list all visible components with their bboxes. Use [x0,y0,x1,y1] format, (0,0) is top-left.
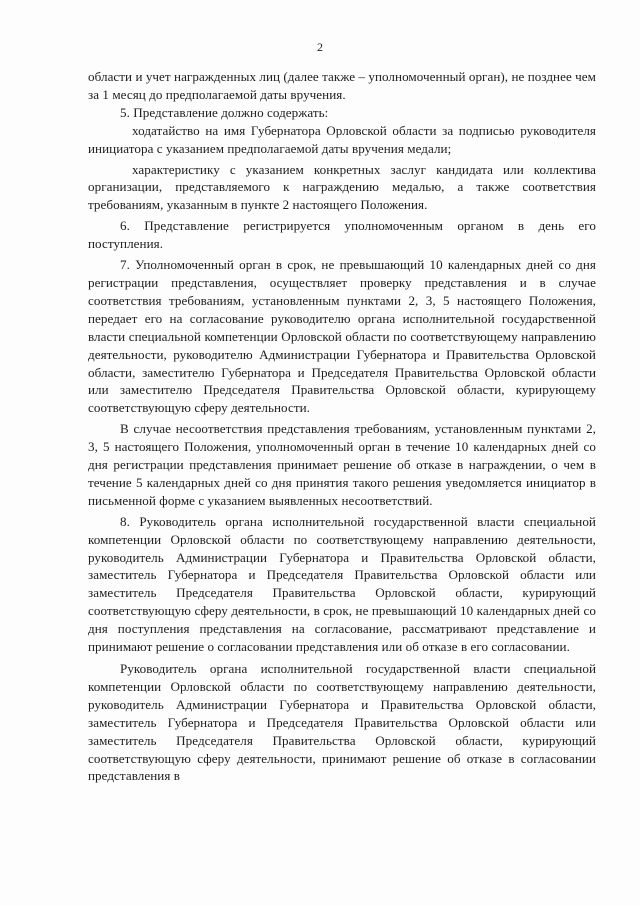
page-number: 2 [317,40,323,54]
paragraph-continuation: области и учет награжденных лиц (далее также – уполномоченный орган), не позднее чем за 1 месяц до предполагаемой даты вручения. [88,69,596,102]
paragraph-5-petition: ходатайство на имя Губернатора Орловской области за подписью руководителя инициатора с указанием предполагаемой даты вручения медали; [88,122,596,156]
paragraph-5-reference: характеристику с указанием конкретных заслуг кандидата или коллектива организации, представляемого к награждению медалью, а также соответствия требованиям, указанным в пункте 2 настоящего Положения. [88,161,596,213]
paragraph-7-refusal: В случае несоответствия представления требованиям, установленным пунктами 2, 3, 5 настоящего Положения, уполномоченный орган в течение 10 календарных дней со дня регистрации представления принимает решение об отказе в награждении, о чем в течение 5 календарных дней со дня принятия такого решения уведомляется инициатор в письменной форме с указанием выявленных несоответствий. [88,421,596,508]
paragraph-5-heading: 5. Представление должно содержать: [120,104,329,120]
paragraph-6: 6. Представление регистрируется уполномоченным органом в день его поступления. [88,218,596,252]
paragraph-8: 8. Руководитель органа исполнительной государственной власти специальной компетенции Орловской области по соответствующему направлению деятельности, руководитель Администрации Губернатора и Правительства Орловской области, заместитель Губернатора и Председателя Правительства Орловской области или заместитель Председателя Правительства Орловской области, курирующий соответствующую сферу деятельности, в срок, не превышающий 10 календарных дней со дня поступления представления на согласование, рассматривают представление и принимают решение о согласовании представления или об отказе в его согласовании. [88,513,596,655]
document-body [88,68,596,785]
paragraph-7: 7. Уполномоченный орган в срок, не превышающий 10 календарных дней со дня регистрации представления, осуществляет проверку представления и в случае соответствия требованиям, установленным пунктами 2, 3, 5 настоящего Положения, передает его на согласование руководителю органа исполнительной государственной власти специальной компетенции Орловской области по соответствующему направлению деятельности, руководителю Администрации Губернатора и Правительства Орловской области, заместителю Губернатора и Председателя Правительства Орловской области или заместителю Председателя Правительства Орловской области, курирующему соответствующую сферу деятельности. [88,257,596,416]
paragraph-8-refusal: Руководитель органа исполнительной государственной власти специальной компетенции Орловской области по соответствующему направлению деятельности, руководитель Администрации Губернатора и Правительства Орловской области, заместитель Губернатора и Председателя Правительства Орловской области или заместитель Председателя Правительства Орловской области, курирующий соответствующую сферу деятельности, принимают решение об отказе в согласовании представления в [88,661,596,784]
